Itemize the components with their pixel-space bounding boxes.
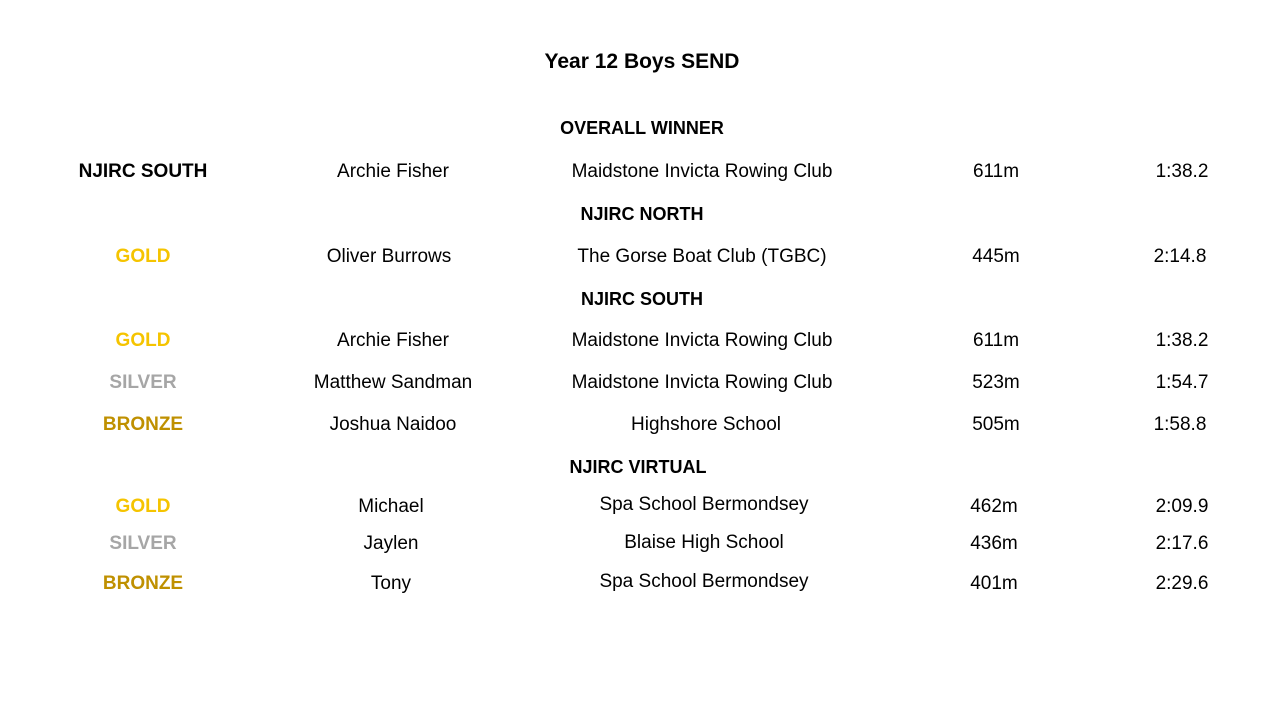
medal-label: SILVER	[109, 372, 177, 393]
result-row-virtual-bronze	[0, 572, 1280, 596]
time: 1:54.7	[1155, 372, 1209, 393]
athlete-name: Oliver Burrows	[326, 246, 452, 267]
medal-label: GOLD	[115, 246, 171, 267]
athlete-name: Joshua Naidoo	[329, 414, 457, 435]
athlete-name: Matthew Sandman	[313, 372, 473, 393]
athlete-name: Jaylen	[363, 533, 419, 554]
distance: 611m	[972, 330, 1020, 351]
medal-label: GOLD	[115, 496, 171, 517]
time: 2:17.6	[1155, 533, 1209, 554]
distance: 401m	[970, 573, 1018, 594]
club-name: Highshore School	[631, 414, 781, 435]
athlete-name: Tony	[370, 573, 412, 594]
result-row-north-gold	[0, 245, 1280, 269]
distance: 611m	[972, 161, 1020, 182]
club-name: Maidstone Invicta Rowing Club	[571, 161, 833, 182]
result-row-virtual-silver	[0, 532, 1280, 556]
athlete-name: Michael	[358, 496, 424, 517]
section-heading-overall: OVERALL WINNER	[560, 118, 724, 138]
club-name: Spa School Bermondsey	[599, 571, 809, 592]
page-title: Year 12 Boys SEND	[544, 50, 740, 73]
time: 2:14.8	[1153, 246, 1207, 267]
distance: 505m	[972, 414, 1020, 435]
time: 2:09.9	[1155, 496, 1209, 517]
result-row-virtual-gold	[0, 495, 1280, 519]
time: 1:38.2	[1155, 330, 1209, 351]
result-row-south-bronze	[0, 413, 1280, 437]
distance: 445m	[972, 246, 1020, 267]
medal-label: BRONZE	[102, 573, 184, 594]
result-row-south-gold	[0, 329, 1280, 353]
time: 1:38.2	[1155, 161, 1209, 182]
section-heading-north: NJIRC NORTH	[580, 204, 704, 224]
club-name: Maidstone Invicta Rowing Club	[571, 330, 833, 351]
athlete-name: Archie Fisher	[337, 330, 449, 351]
athlete-name: Archie Fisher	[337, 161, 449, 182]
medal-label: GOLD	[115, 330, 171, 351]
distance: 436m	[970, 533, 1018, 554]
medal-label: BRONZE	[102, 414, 184, 435]
distance: 523m	[972, 372, 1020, 393]
club-name: The Gorse Boat Club (TGBC)	[577, 246, 827, 267]
medal-label: SILVER	[109, 533, 177, 554]
medal-label: NJIRC SOUTH	[78, 161, 208, 182]
time: 1:58.8	[1153, 414, 1207, 435]
club-name: Blaise High School	[624, 532, 784, 553]
club-name: Maidstone Invicta Rowing Club	[571, 372, 833, 393]
time: 2:29.6	[1155, 573, 1209, 594]
result-row-overall	[0, 160, 1280, 184]
section-heading-virtual: NJIRC VIRTUAL	[569, 457, 707, 477]
club-name: Spa School Bermondsey	[599, 494, 809, 515]
section-heading-south: NJIRC SOUTH	[580, 289, 703, 309]
distance: 462m	[970, 496, 1018, 517]
result-row-south-silver	[0, 371, 1280, 395]
